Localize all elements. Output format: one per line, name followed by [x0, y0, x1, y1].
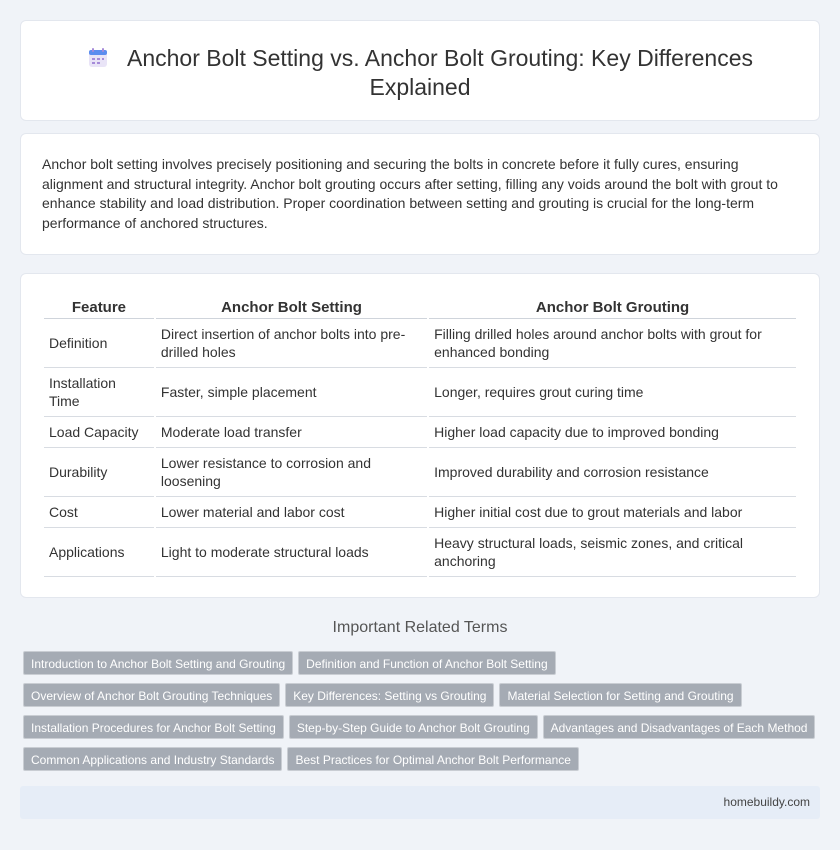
related-term-tag[interactable]: Introduction to Anchor Bolt Setting and Grouting — [23, 651, 293, 675]
related-term-tag[interactable]: Step-by-Step Guide to Anchor Bolt Grouting — [289, 715, 538, 739]
page-title — [21, 44, 819, 102]
setting-cell: Lower material and labor cost — [156, 497, 427, 528]
grouting-cell: Filling drilled holes around anchor bolts with grout for enhanced bonding — [429, 319, 796, 368]
grouting-cell: Heavy structural loads, seismic zones, and critical anchoring — [429, 528, 796, 577]
header-card — [20, 20, 820, 121]
setting-cell: Moderate load transfer — [156, 417, 427, 448]
feature-cell: Applications — [44, 528, 154, 577]
setting-cell: Faster, simple placement — [156, 368, 427, 417]
grouting-cell: Longer, requires grout curing time — [429, 368, 796, 417]
table-row — [44, 368, 796, 417]
grouting-cell: Higher initial cost due to grout materials and labor — [429, 497, 796, 528]
setting-cell: Lower resistance to corrosion and loosening — [156, 448, 427, 497]
related-term-tag[interactable]: Installation Procedures for Anchor Bolt Setting — [23, 715, 284, 739]
related-term-tag[interactable]: Key Differences: Setting vs Grouting — [285, 683, 494, 707]
related-term-tag[interactable]: Material Selection for Setting and Grouting — [499, 683, 741, 707]
grouting-cell: Higher load capacity due to improved bonding — [429, 417, 796, 448]
related-term-tag[interactable]: Best Practices for Optimal Anchor Bolt Performance — [287, 747, 578, 771]
comparison-card — [20, 273, 820, 598]
header — [21, 44, 819, 102]
header-grouting: Anchor Bolt Grouting — [429, 295, 796, 319]
table-row — [44, 448, 796, 497]
intro-paragraph: Anchor bolt setting involves precisely positioning and securing the bolts in concrete before it fully cures, ensuring alignment and structural integrity. Anchor bolt grouting occurs after setting, filling any voids around the bolt with grout to enhance stability and load distribution. Proper coordination between setting and grouting is crucial for the long-term performance of anchored structures. — [42, 156, 778, 231]
footer — [20, 786, 820, 819]
feature-cell: Load Capacity — [44, 417, 154, 448]
header-feature: Feature — [44, 295, 154, 319]
tag-row — [23, 715, 823, 747]
feature-cell: Installation Time — [44, 368, 154, 417]
setting-cell: Direct insertion of anchor bolts into pre-drilled holes — [156, 319, 427, 368]
tag-row — [23, 747, 823, 779]
page-title-text: Anchor Bolt Setting vs. Anchor Bolt Grouting: Key Differences Explained — [126, 45, 753, 100]
related-term-tag[interactable]: Advantages and Disadvantages of Each Method — [543, 715, 816, 739]
intro-card — [20, 133, 820, 255]
related-term-tag[interactable]: Definition and Function of Anchor Bolt Setting — [298, 651, 555, 675]
feature-cell: Definition — [44, 319, 154, 368]
table-row — [44, 497, 796, 528]
tag-row — [23, 651, 823, 683]
feature-cell: Cost — [44, 497, 154, 528]
table-header-row — [44, 295, 796, 319]
grouting-cell: Improved durability and corrosion resistance — [429, 448, 796, 497]
related-terms-title: Important Related Terms — [332, 619, 508, 636]
related-term-tag[interactable]: Overview of Anchor Bolt Grouting Techniques — [23, 683, 280, 707]
related-terms-list — [23, 651, 823, 779]
table-row — [44, 528, 796, 577]
footer-site-link[interactable]: homebuildy.com — [723, 795, 810, 809]
table-row — [44, 417, 796, 448]
table-row — [44, 319, 796, 368]
comparison-table — [42, 295, 798, 577]
calendar-icon — [87, 47, 109, 69]
header-setting: Anchor Bolt Setting — [156, 295, 427, 319]
tag-row — [23, 683, 823, 715]
related-term-tag[interactable]: Common Applications and Industry Standards — [23, 747, 282, 771]
setting-cell: Light to moderate structural loads — [156, 528, 427, 577]
feature-cell: Durability — [44, 448, 154, 497]
